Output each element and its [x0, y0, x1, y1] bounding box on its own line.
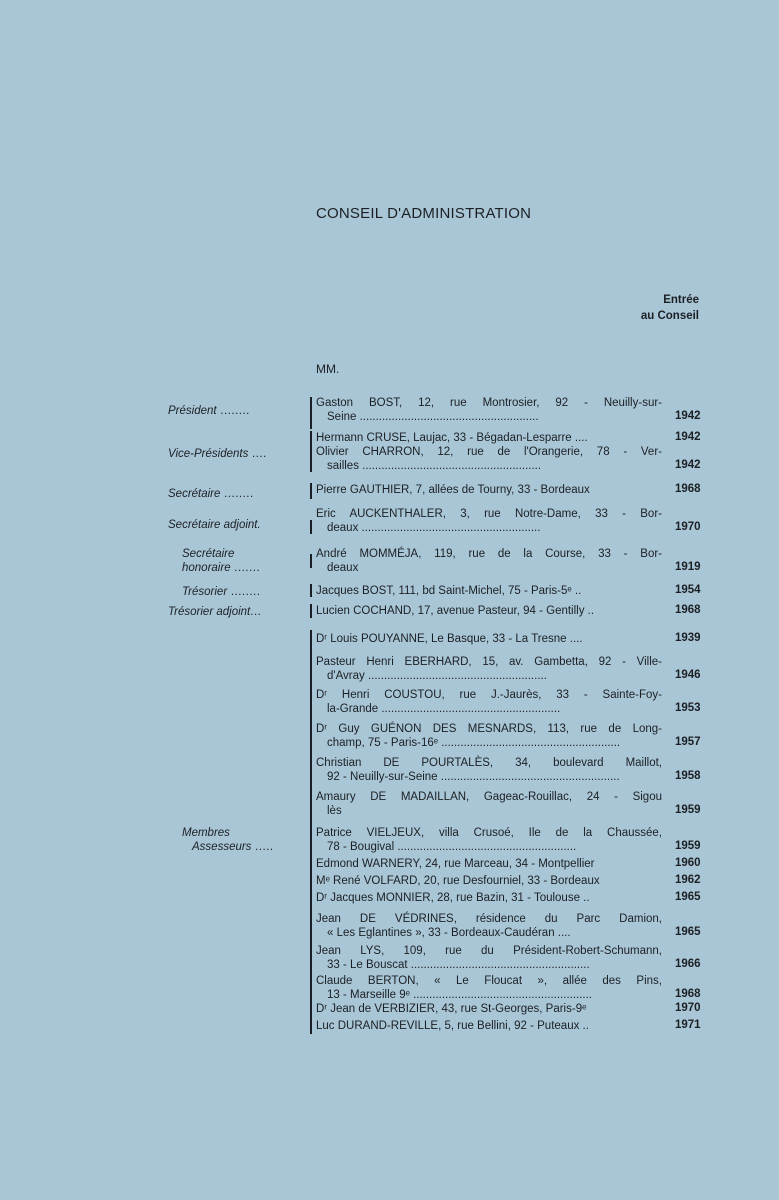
member-entry: [316, 604, 662, 618]
member-entry: [316, 1002, 662, 1016]
member-entry: [316, 483, 662, 497]
entry-year: 1958: [675, 770, 701, 782]
bracket-president: [310, 397, 312, 429]
entry-line2: 78 - Bougival ........................................................: [327, 841, 577, 853]
entry-line1: Lucien COCHAND, 17, avenue Pasteur, 94 - Gentilly ..: [316, 605, 595, 617]
entry-line1: Dʳ Louis POUYANNE, Le Basque, 33 - La Tresne ....: [316, 633, 583, 645]
role-tresorier-adjoint: Trésorier adjoint...: [168, 606, 262, 618]
entry-line1: Amaury DE MADAILLAN, Gageac-Rouillac, 24 - Sigou: [316, 791, 662, 803]
entree-line1: Entrée: [663, 294, 699, 306]
role-president: Président ........: [168, 405, 250, 417]
bracket-secretaire-adjoint: [310, 520, 312, 534]
member-entry: [316, 857, 662, 871]
member-entry: [316, 974, 662, 1002]
member-entry: [316, 688, 662, 716]
entry-line1: Gaston BOST, 12, rue Montrosier, 92 - Neuilly-sur-: [316, 397, 662, 409]
entry-year: 1942: [675, 410, 701, 422]
member-entry: [316, 655, 662, 683]
member-entry: [316, 756, 662, 784]
entry-year: 1966: [675, 958, 701, 970]
bracket-membres: [310, 630, 312, 1034]
entry-line1: Dʳ Henri COUSTOU, rue J.-Jaurès, 33 - Sainte-Foy-: [316, 689, 662, 701]
entry-line1: Pierre GAUTHIER, 7, allées de Tourny, 33 - Bordeaux: [316, 484, 590, 496]
bracket-secretaire: [310, 483, 312, 499]
entry-year: 1968: [675, 483, 701, 495]
member-entry: [316, 1019, 662, 1033]
member-entry: [316, 584, 662, 598]
entry-year: 1946: [675, 669, 701, 681]
member-entry: [316, 507, 662, 535]
entry-line1: Jean LYS, 109, rue du Président-Robert-Schumann,: [316, 945, 662, 957]
entry-line1: Claude BERTON, « Le Floucat », allée des Pins,: [316, 975, 662, 987]
member-entry: [316, 912, 662, 940]
member-entry: [316, 632, 662, 646]
member-entry: [316, 445, 662, 473]
member-entry: [316, 944, 662, 972]
entry-line2: champ, 75 - Paris-16ᵉ ........................................................: [327, 737, 621, 749]
entry-line2: d'Avray ........................................................: [327, 670, 547, 682]
entry-line1: Eric AUCKENTHALER, 3, rue Notre-Dame, 33 - Bor-: [316, 508, 662, 520]
entry-line1: Jean DE VÉDRINES, résidence du Parc Damion,: [316, 913, 662, 925]
entry-line2: deaux ........................................................: [327, 522, 541, 534]
member-entry: [316, 431, 662, 445]
bracket-tresorier: [310, 584, 312, 597]
entry-year: 1971: [675, 1019, 701, 1031]
entry-year: 1968: [675, 604, 701, 616]
entry-line2: 92 - Neuilly-sur-Seine ........................................................: [327, 771, 620, 783]
entry-year: 1959: [675, 804, 701, 816]
entry-year: 1968: [675, 988, 701, 1000]
member-entry: [316, 826, 662, 854]
entry-line1: Dʳ Jacques MONNIER, 28, rue Bazin, 31 - Toulouse ..: [316, 892, 590, 904]
entry-line1: Olivier CHARRON, 12, rue de l'Orangerie, 78 - Ver-: [316, 446, 662, 458]
entry-year: 1965: [675, 926, 701, 938]
entry-line2: deaux: [327, 562, 359, 574]
entry-year: 1942: [675, 431, 701, 443]
member-entry: [316, 722, 662, 750]
bracket-vice-presidents: [310, 431, 312, 472]
entry-line1: Patrice VIELJEUX, villa Crusoé, Ile de la Chaussée,: [316, 827, 662, 839]
entry-line2: « Les Eglantines », 33 - Bordeaux-Caudéran ....: [327, 927, 571, 939]
entry-year: 1919: [675, 561, 701, 573]
role-secretaire-adjoint: Secrétaire adjoint.: [168, 519, 261, 531]
member-entry: [316, 874, 662, 888]
entry-year: 1965: [675, 891, 701, 903]
entry-year: 1954: [675, 584, 701, 596]
role-membres-assesseurs: Membres Assesseurs .....: [182, 827, 274, 853]
entry-line1: André MOMMÉJA, 119, rue de la Course, 33 - Bor-: [316, 548, 662, 560]
entry-line2: lès: [327, 805, 342, 817]
entry-line1: Luc DURAND-REVILLE, 5, rue Bellini, 92 - Puteaux ..: [316, 1020, 589, 1032]
entry-year: 1970: [675, 521, 701, 533]
entry-line1: Dʳ Jean de VERBIZIER, 43, rue St-Georges, Paris-9ᵉ: [316, 1003, 587, 1015]
entry-line1: Christian DE POURTALÈS, 34, boulevard Maillot,: [316, 757, 662, 769]
member-entry: [316, 396, 662, 424]
mm-label: MM.: [316, 362, 340, 376]
entry-line1: Pasteur Henri EBERHARD, 15, av. Gambetta, 92 - Ville-: [316, 656, 662, 668]
entree-line2: au Conseil: [640, 310, 699, 322]
bracket-secretaire-honoraire: [310, 554, 312, 568]
entry-year: 1959: [675, 840, 701, 852]
page-title: CONSEIL D'ADMINISTRATION: [316, 205, 532, 222]
entry-year: 1942: [675, 459, 701, 471]
member-entry: [316, 547, 662, 575]
entry-year: 1957: [675, 736, 701, 748]
entry-line1: Jacques BOST, 111, bd Saint-Michel, 75 - Paris-5ᵉ ..: [316, 585, 582, 597]
entry-line1: Hermann CRUSE, Laujac, 33 - Bégadan-Lesparre ....: [316, 432, 588, 444]
entry-line1: Mᵉ René VOLFARD, 20, rue Desfourniel, 33 - Bordeaux: [316, 875, 600, 887]
entry-year: 1960: [675, 857, 701, 869]
entry-line2: Seine ........................................................: [327, 411, 539, 423]
role-tresorier: Trésorier ........: [182, 586, 261, 598]
role-secretaire-honoraire: Secrétaire honoraire .......: [182, 548, 261, 574]
entry-year: 1962: [675, 874, 701, 886]
entry-line2: sailles ........................................................: [327, 460, 542, 472]
entry-year: 1970: [675, 1002, 701, 1014]
entry-line1: Dʳ Guy GUÉNON DES MESNARDS, 113, rue de Long-: [316, 723, 662, 735]
entry-line2: la-Grande ........................................................: [327, 703, 561, 715]
entry-year: 1939: [675, 632, 701, 644]
entry-year: 1953: [675, 702, 701, 714]
role-vice-presidents: Vice-Présidents ....: [168, 448, 267, 460]
bracket-tresorier-adjoint: [310, 604, 312, 618]
member-entry: [316, 891, 662, 905]
entry-line2: 33 - Le Bouscat ........................................................: [327, 959, 590, 971]
entry-line1: Edmond WARNERY, 24, rue Marceau, 34 - Montpellier: [316, 858, 595, 870]
member-entry: [316, 790, 662, 818]
entree-header: [641, 292, 699, 324]
role-secretaire: Secrétaire ........: [168, 488, 254, 500]
entry-line2: 13 - Marseille 9ᵉ ........................................................: [327, 989, 593, 1001]
